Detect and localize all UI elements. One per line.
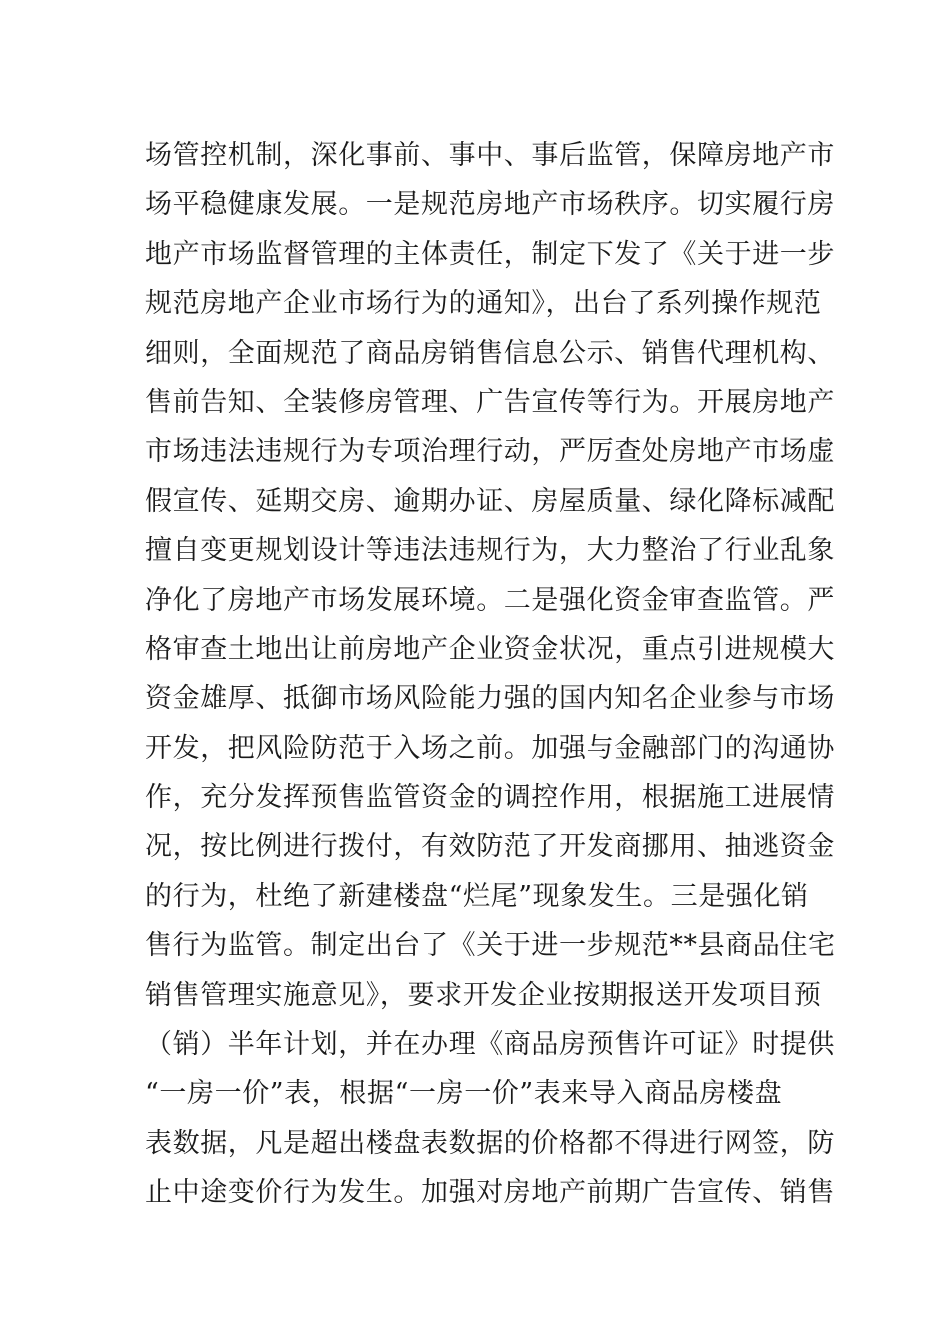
text-line: 销售管理实施意见》，要求开发企业按期报送开发项目预 xyxy=(145,979,822,1011)
text-line: 开发，把风险防范于入场之前。加强与金融部门的沟通协 xyxy=(145,732,835,764)
text-line: 止中途变价行为发生。加强对房地产前期广告宣传、销售 xyxy=(145,1177,835,1209)
text-line: 作，充分发挥预售监管资金的调控作用，根据施工进展情 xyxy=(145,782,835,814)
text-line: 场管控机制，深化事前、事中、事后监管，保障房地产市 xyxy=(145,140,835,171)
text-line: 擅自变更规划设计等违法违规行为，大力整治了行业乱象 xyxy=(145,535,835,567)
text-line: 格审查土地出让前房地产企业资金状况，重点引进规模大 xyxy=(145,633,835,665)
text-line: 况，按比例进行拨付，有效防范了开发商挪用、抽逃资金 xyxy=(145,831,835,863)
text-line: （销）半年计划，并在办理《商品房预售许可证》时提供 xyxy=(145,1029,835,1061)
text-line: “一房一价”表，根据“一房一价”表来导入商品房楼盘 xyxy=(145,1078,783,1110)
text-line: 场平稳健康发展。一是规范房地产市场秩序。切实履行房 xyxy=(145,189,835,221)
text-line: 规范房地产企业市场行为的通知》，出台了系列操作规范 xyxy=(145,288,822,320)
text-line: 售行为监管。制定出台了《关于进一步规范**县商品住宅 xyxy=(145,930,836,962)
text-line: 市场违法违规行为专项治理行动，严厉查处房地产市场虚 xyxy=(145,436,835,468)
text-line: 的行为，杜绝了新建楼盘“烂尾”现象发生。三是强化销 xyxy=(145,880,809,912)
text-line: 售前告知、全装修房管理、广告宣传等行为。开展房地产 xyxy=(145,386,835,418)
text-line: 假宣传、延期交房、逾期办证、房屋质量、绿化降标减配 xyxy=(145,485,835,517)
text-line: 净化了房地产市场发展环境。二是强化资金审查监管。严 xyxy=(145,584,835,616)
text-line: 地产市场监督管理的主体责任，制定下发了《关于进一步 xyxy=(145,238,835,270)
text-line: 表数据，凡是超出楼盘表数据的价格都不得进行网签，防 xyxy=(145,1127,835,1159)
text-line: 细则，全面规范了商品房销售信息公示、销售代理机构、 xyxy=(145,337,835,369)
body-text xyxy=(145,131,836,1218)
text-line: 资金雄厚、抵御市场风险能力强的国内知名企业参与市场 xyxy=(145,683,835,715)
